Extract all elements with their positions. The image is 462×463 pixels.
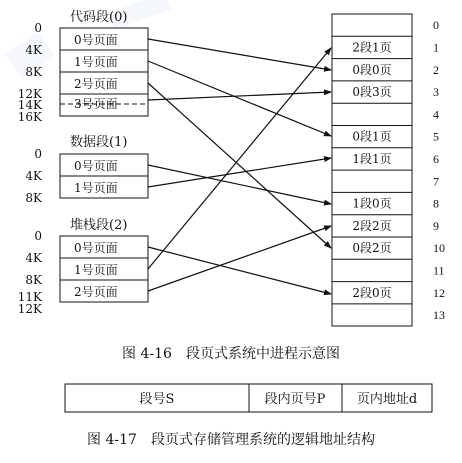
code-page-2: 2号页面 (74, 77, 118, 91)
frame-number-7: 7 (433, 174, 439, 189)
stack-addr-0: 0 (34, 229, 42, 243)
frame-number-3: 3 (433, 85, 439, 100)
data-addr-8k: 8K (25, 191, 42, 205)
frame-label-10: 0段2页 (352, 241, 392, 256)
stack-segment (18, 217, 148, 316)
code-addr-8k: 8K (25, 65, 42, 79)
arrow-stack-page0-to-frame12 (148, 247, 331, 294)
frame-number-8: 8 (433, 196, 439, 211)
code-page-0: 0号页面 (74, 33, 118, 47)
physical-memory (332, 14, 445, 326)
frame-label-8: 1段0页 (352, 196, 392, 211)
frame-number-1: 1 (433, 40, 439, 55)
logical-address-structure (65, 384, 432, 412)
frame-number-0: 0 (433, 18, 439, 33)
stack-addr-11k: 11K (17, 290, 42, 304)
stack-page-1: 1号页面 (74, 263, 118, 277)
code-segment (18, 10, 148, 124)
frame-label-6: 1段1页 (352, 151, 392, 166)
stack-segment-title: 堆栈段(2) (70, 218, 128, 233)
frame-label-2: 0段0页 (352, 62, 392, 77)
frame-number-4: 4 (433, 107, 439, 122)
frame-number-10: 10 (433, 241, 445, 256)
figure-caption-4-17: 图 4-17 段页式存储管理系统的逻辑地址结构 (87, 432, 375, 448)
field-page-number: 段内页号P (264, 392, 326, 407)
arrow-data-page1-to-frame6 (148, 158, 331, 187)
frame-number-9: 9 (433, 218, 439, 233)
frame-number-6: 6 (433, 151, 439, 166)
arrow-data-page0-to-frame8 (148, 165, 331, 204)
data-page-0: 0号页面 (74, 159, 118, 173)
code-addr-4k: 4K (25, 43, 42, 57)
frame-number-12: 12 (433, 285, 445, 300)
frame-label-3: 0段3页 (352, 85, 392, 100)
frame-number-2: 2 (433, 62, 439, 77)
frame-label-12: 2段0页 (352, 285, 392, 300)
data-segment (25, 134, 148, 205)
stack-addr-12k: 12K (17, 302, 42, 316)
code-addr-12k: 12K (17, 87, 42, 101)
mapping-arrows (148, 39, 331, 294)
code-page-1: 1号页面 (74, 55, 118, 69)
code-addr-16k: 16K (17, 110, 42, 124)
frame-number-5: 5 (433, 129, 439, 144)
stack-addr-4k: 4K (25, 251, 42, 265)
stack-page-2: 2号页面 (74, 285, 118, 299)
stack-addr-8k: 8K (25, 273, 42, 287)
code-page-3: 3号页面 (74, 97, 118, 111)
frame-number-13: 13 (433, 308, 445, 323)
stack-page-0: 0号页面 (74, 241, 118, 255)
data-addr-0: 0 (34, 147, 42, 161)
code-addr-0: 0 (34, 21, 42, 35)
field-segment-number: 段号S (139, 392, 175, 407)
data-addr-4k: 4K (25, 169, 42, 183)
frame-label-9: 2段2页 (352, 218, 392, 233)
code-addr-14k: 14K (17, 98, 42, 112)
code-segment-title: 代码段(0) (70, 10, 128, 25)
frame-label-1: 2段1页 (352, 40, 392, 55)
frame-label-5: 0段1页 (352, 129, 392, 144)
frame-number-11: 11 (433, 263, 445, 278)
data-page-1: 1号页面 (74, 181, 118, 195)
field-page-offset: 页内地址d (356, 392, 418, 407)
arrow-code-page0-to-frame2 (148, 39, 331, 70)
figure-caption-4-16: 图 4-16 段页式系统中进程示意图 (122, 346, 340, 362)
arrow-code-page2-to-frame10 (148, 83, 331, 248)
data-segment-title: 数据段(1) (70, 135, 128, 150)
